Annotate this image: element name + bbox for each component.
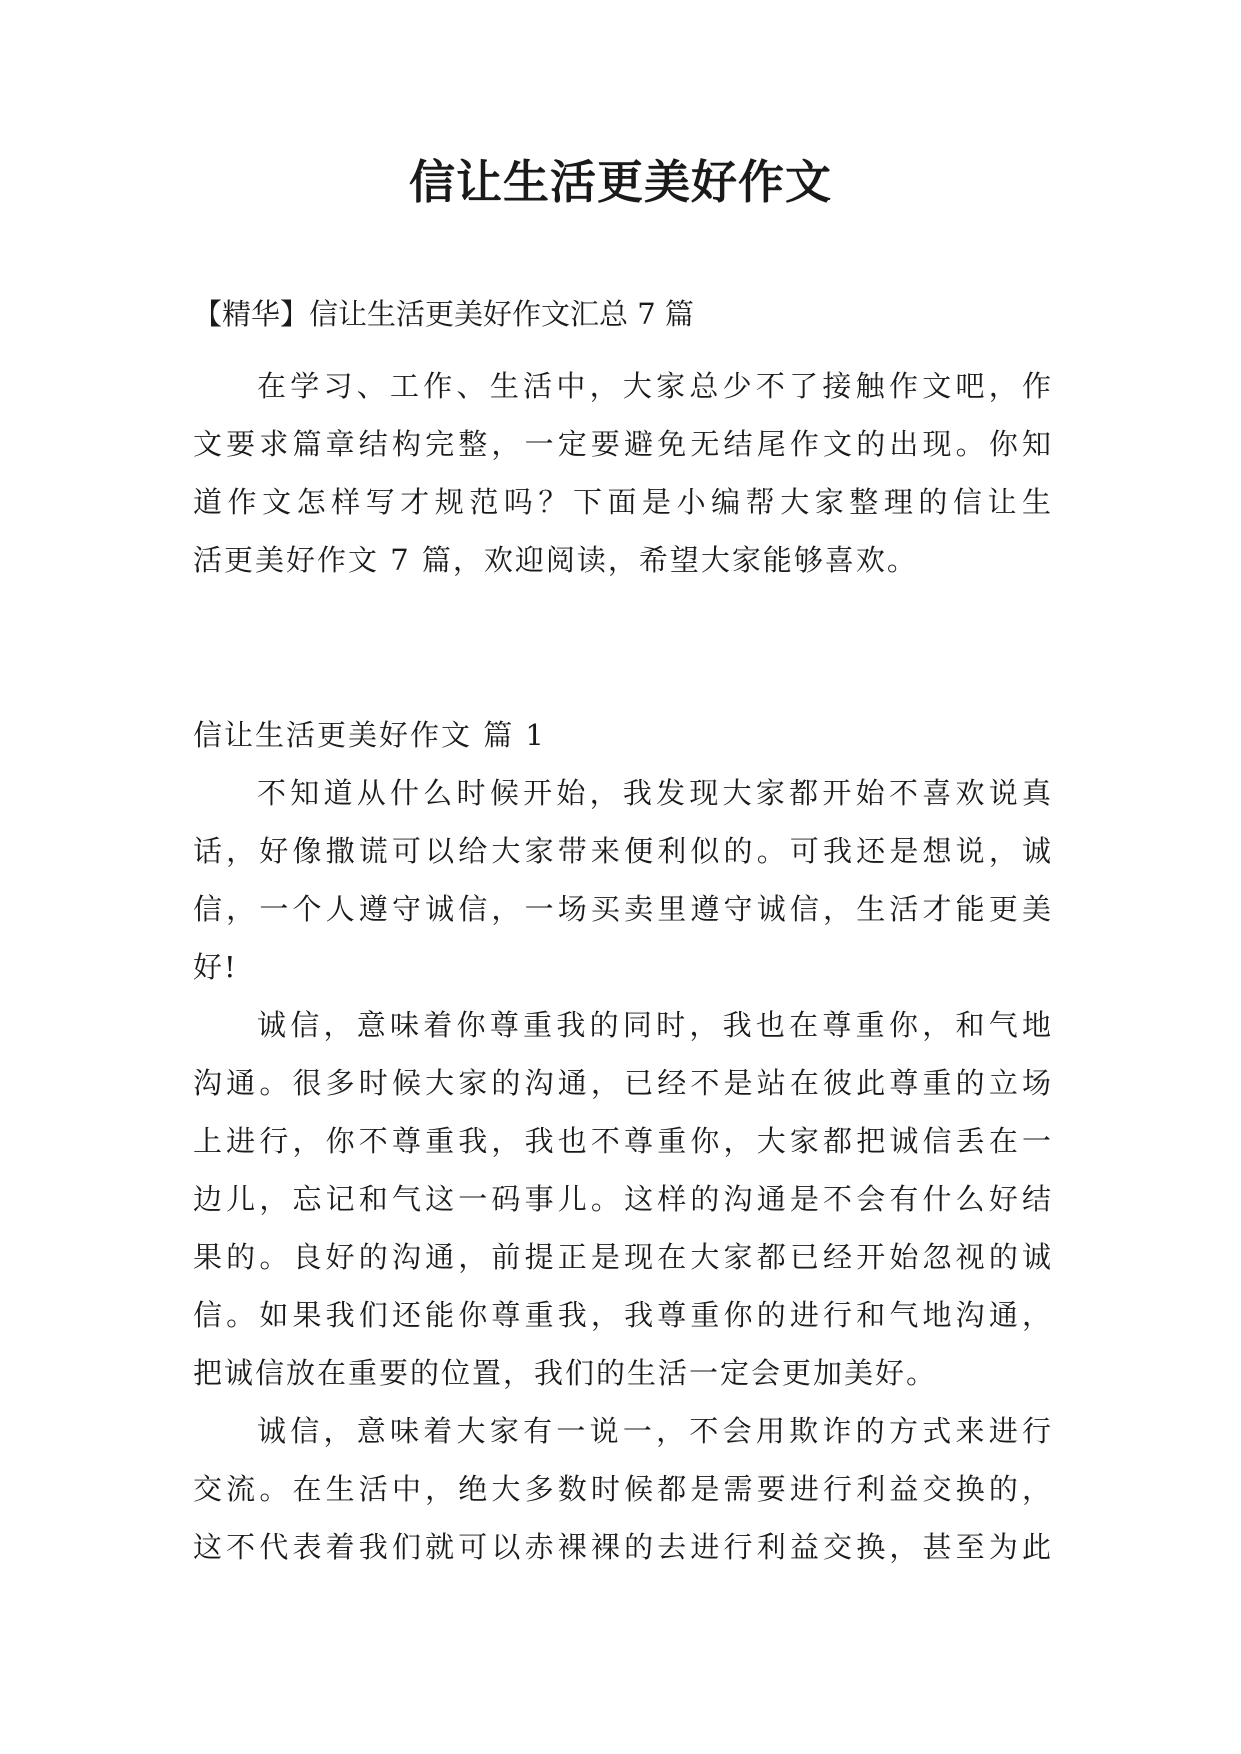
paragraph-line: 不知道从什么时候开始，我发现大家都开始不喜欢说真 [257, 776, 1053, 810]
paragraph-line: 这不代表着我们就可以赤裸裸的去进行利益交换，甚至为此 [193, 1530, 1053, 1564]
intro-line: 文要求篇章结构完整，一定要避免无结尾作文的出现。你知 [193, 427, 1053, 461]
document-subtitle: 【精华】信让生活更美好作文汇总 7 篇 [193, 297, 694, 331]
intro-line: 在学习、工作、生活中，大家总少不了接触作文吧，作 [257, 369, 1053, 403]
body-paragraph-3 [193, 1402, 1053, 1576]
paragraph-line: 信，一个人遵守诚信，一场买卖里遵守诚信，生活才能更美 [193, 892, 1053, 926]
paragraph-line: 上进行，你不尊重我，我也不尊重你，大家都把诚信丢在一 [193, 1124, 1053, 1158]
intro-line: 道作文怎样写才规范吗？下面是小编帮大家整理的信让生 [193, 485, 1053, 519]
paragraph-line: 把诚信放在重要的位置，我们的生活一定会更加美好。 [193, 1356, 938, 1390]
intro-line: 活更美好作文 7 篇，欢迎阅读，希望大家能够喜欢。 [193, 543, 918, 577]
paragraph-line: 诚信，意味着大家有一说一，不会用欺诈的方式来进行 [257, 1414, 1053, 1448]
paragraph-line: 果的。良好的沟通，前提正是现在大家都已经开始忽视的诚 [193, 1240, 1053, 1274]
intro-paragraph [193, 357, 1053, 589]
section-heading: 信让生活更美好作文 篇 1 [193, 718, 546, 752]
body-paragraph-1 [193, 764, 1053, 996]
paragraph-line: 沟通。很多时候大家的沟通，已经不是站在彼此尊重的立场 [193, 1066, 1053, 1100]
document-title: 信让生活更美好作文 [409, 155, 832, 209]
paragraph-line: 诚信，意味着你尊重我的同时，我也在尊重你，和气地 [257, 1008, 1053, 1042]
paragraph-line: 好! [193, 950, 238, 984]
paragraph-line: 边儿，忘记和气这一码事儿。这样的沟通是不会有什么好结 [193, 1182, 1053, 1216]
paragraph-line: 话，好像撒谎可以给大家带来便利似的。可我还是想说，诚 [193, 834, 1053, 868]
paragraph-line: 交流。在生活中，绝大多数时候都是需要进行利益交换的， [193, 1472, 1053, 1506]
body-paragraph-2 [193, 996, 1053, 1402]
paragraph-line: 信。如果我们还能你尊重我，我尊重你的进行和气地沟通， [193, 1298, 1053, 1332]
